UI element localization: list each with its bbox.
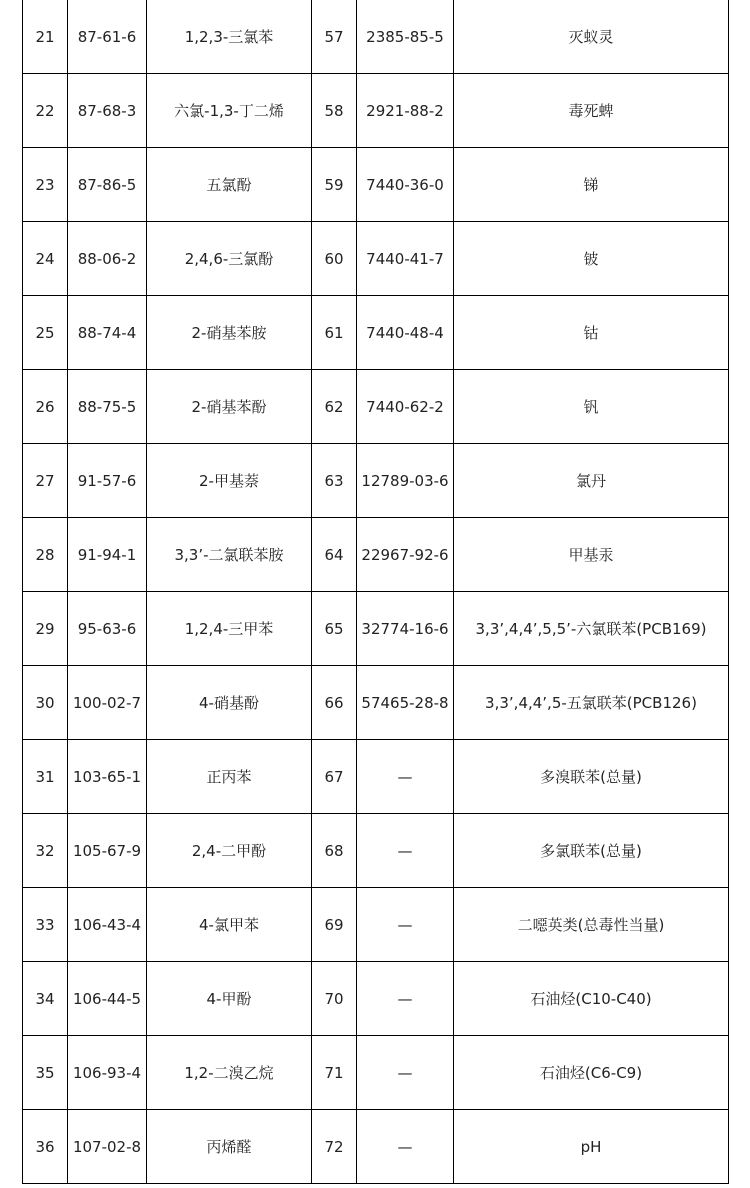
left-name-cell: 丙烯醛 <box>147 1110 312 1184</box>
table-row <box>23 1110 729 1184</box>
table-row <box>23 592 729 666</box>
right-name-cell: 锑 <box>454 148 729 222</box>
left-cas-cell: 87-61-6 <box>68 0 147 74</box>
right-serial-cell: 68 <box>312 814 357 888</box>
right-name-cell: 甲基汞 <box>454 518 729 592</box>
right-name-cell: 多溴联苯(总量) <box>454 740 729 814</box>
left-name-cell: 正丙苯 <box>147 740 312 814</box>
table-row <box>23 0 729 74</box>
left-name-cell: 2-硝基苯胺 <box>147 296 312 370</box>
right-serial-cell: 64 <box>312 518 357 592</box>
right-cas-cell: — <box>357 814 454 888</box>
table-row <box>23 222 729 296</box>
left-cas-cell: 88-75-5 <box>68 370 147 444</box>
right-serial-cell: 57 <box>312 0 357 74</box>
table-wrapper <box>22 0 728 1184</box>
left-serial-cell: 36 <box>23 1110 68 1184</box>
table-row <box>23 888 729 962</box>
right-name-cell: 3,3’,4,4’,5,5’-六氯联苯(PCB169) <box>454 592 729 666</box>
right-cas-cell: 7440-36-0 <box>357 148 454 222</box>
left-cas-cell: 88-06-2 <box>68 222 147 296</box>
right-cas-cell: 7440-48-4 <box>357 296 454 370</box>
left-name-cell: 4-甲酚 <box>147 962 312 1036</box>
left-name-cell: 2-硝基苯酚 <box>147 370 312 444</box>
right-name-cell: 多氯联苯(总量) <box>454 814 729 888</box>
table-row <box>23 814 729 888</box>
left-serial-cell: 26 <box>23 370 68 444</box>
table-row <box>23 296 729 370</box>
right-name-cell: 钴 <box>454 296 729 370</box>
table-row <box>23 370 729 444</box>
left-serial-cell: 30 <box>23 666 68 740</box>
right-cas-cell: 7440-62-2 <box>357 370 454 444</box>
left-serial-cell: 34 <box>23 962 68 1036</box>
left-serial-cell: 21 <box>23 0 68 74</box>
table-row <box>23 74 729 148</box>
left-cas-cell: 87-86-5 <box>68 148 147 222</box>
left-name-cell: 4-硝基酚 <box>147 666 312 740</box>
left-serial-cell: 28 <box>23 518 68 592</box>
table-row <box>23 666 729 740</box>
left-name-cell: 2,4-二甲酚 <box>147 814 312 888</box>
right-name-cell: 灭蚁灵 <box>454 0 729 74</box>
left-cas-cell: 100-02-7 <box>68 666 147 740</box>
left-cas-cell: 91-57-6 <box>68 444 147 518</box>
right-cas-cell: 32774-16-6 <box>357 592 454 666</box>
right-name-cell: 毒死蜱 <box>454 74 729 148</box>
left-serial-cell: 24 <box>23 222 68 296</box>
table-row <box>23 518 729 592</box>
left-cas-cell: 87-68-3 <box>68 74 147 148</box>
left-cas-cell: 106-44-5 <box>68 962 147 1036</box>
left-cas-cell: 91-94-1 <box>68 518 147 592</box>
left-serial-cell: 31 <box>23 740 68 814</box>
left-cas-cell: 103-65-1 <box>68 740 147 814</box>
right-cas-cell: 12789-03-6 <box>357 444 454 518</box>
right-serial-cell: 70 <box>312 962 357 1036</box>
left-serial-cell: 25 <box>23 296 68 370</box>
left-name-cell: 2,4,6-三氯酚 <box>147 222 312 296</box>
right-name-cell: 铍 <box>454 222 729 296</box>
right-name-cell: pH <box>454 1110 729 1184</box>
table-row <box>23 148 729 222</box>
left-serial-cell: 22 <box>23 74 68 148</box>
right-serial-cell: 62 <box>312 370 357 444</box>
right-cas-cell: 7440-41-7 <box>357 222 454 296</box>
left-cas-cell: 105-67-9 <box>68 814 147 888</box>
table-row <box>23 444 729 518</box>
right-cas-cell: — <box>357 740 454 814</box>
left-cas-cell: 107-02-8 <box>68 1110 147 1184</box>
left-serial-cell: 27 <box>23 444 68 518</box>
left-serial-cell: 33 <box>23 888 68 962</box>
right-name-cell: 石油烃(C6-C9) <box>454 1036 729 1110</box>
right-name-cell: 氯丹 <box>454 444 729 518</box>
table-body <box>23 0 729 1184</box>
table-row <box>23 740 729 814</box>
left-name-cell: 1,2-二溴乙烷 <box>147 1036 312 1110</box>
left-cas-cell: 88-74-4 <box>68 296 147 370</box>
table-row <box>23 1036 729 1110</box>
left-name-cell: 4-氯甲苯 <box>147 888 312 962</box>
left-name-cell: 1,2,4-三甲苯 <box>147 592 312 666</box>
left-serial-cell: 23 <box>23 148 68 222</box>
substance-table <box>22 0 729 1184</box>
right-serial-cell: 60 <box>312 222 357 296</box>
right-name-cell: 二噁英类(总毒性当量) <box>454 888 729 962</box>
right-cas-cell: — <box>357 888 454 962</box>
right-name-cell: 3,3’,4,4’,5-五氯联苯(PCB126) <box>454 666 729 740</box>
left-name-cell: 1,2,3-三氯苯 <box>147 0 312 74</box>
right-serial-cell: 65 <box>312 592 357 666</box>
left-cas-cell: 106-43-4 <box>68 888 147 962</box>
left-serial-cell: 29 <box>23 592 68 666</box>
right-cas-cell: — <box>357 962 454 1036</box>
right-serial-cell: 69 <box>312 888 357 962</box>
right-cas-cell: 2921-88-2 <box>357 74 454 148</box>
left-cas-cell: 106-93-4 <box>68 1036 147 1110</box>
left-cas-cell: 95-63-6 <box>68 592 147 666</box>
right-serial-cell: 72 <box>312 1110 357 1184</box>
left-name-cell: 五氯酚 <box>147 148 312 222</box>
right-cas-cell: 57465-28-8 <box>357 666 454 740</box>
left-name-cell: 2-甲基萘 <box>147 444 312 518</box>
left-name-cell: 3,3’-二氯联苯胺 <box>147 518 312 592</box>
right-name-cell: 钒 <box>454 370 729 444</box>
right-serial-cell: 67 <box>312 740 357 814</box>
right-serial-cell: 66 <box>312 666 357 740</box>
left-name-cell: 六氯-1,3-丁二烯 <box>147 74 312 148</box>
right-name-cell: 石油烃(C10-C40) <box>454 962 729 1036</box>
right-serial-cell: 58 <box>312 74 357 148</box>
right-cas-cell: — <box>357 1110 454 1184</box>
right-cas-cell: — <box>357 1036 454 1110</box>
right-serial-cell: 63 <box>312 444 357 518</box>
right-serial-cell: 61 <box>312 296 357 370</box>
table-row <box>23 962 729 1036</box>
left-serial-cell: 35 <box>23 1036 68 1110</box>
right-cas-cell: 22967-92-6 <box>357 518 454 592</box>
left-serial-cell: 32 <box>23 814 68 888</box>
right-serial-cell: 71 <box>312 1036 357 1110</box>
right-serial-cell: 59 <box>312 148 357 222</box>
right-cas-cell: 2385-85-5 <box>357 0 454 74</box>
